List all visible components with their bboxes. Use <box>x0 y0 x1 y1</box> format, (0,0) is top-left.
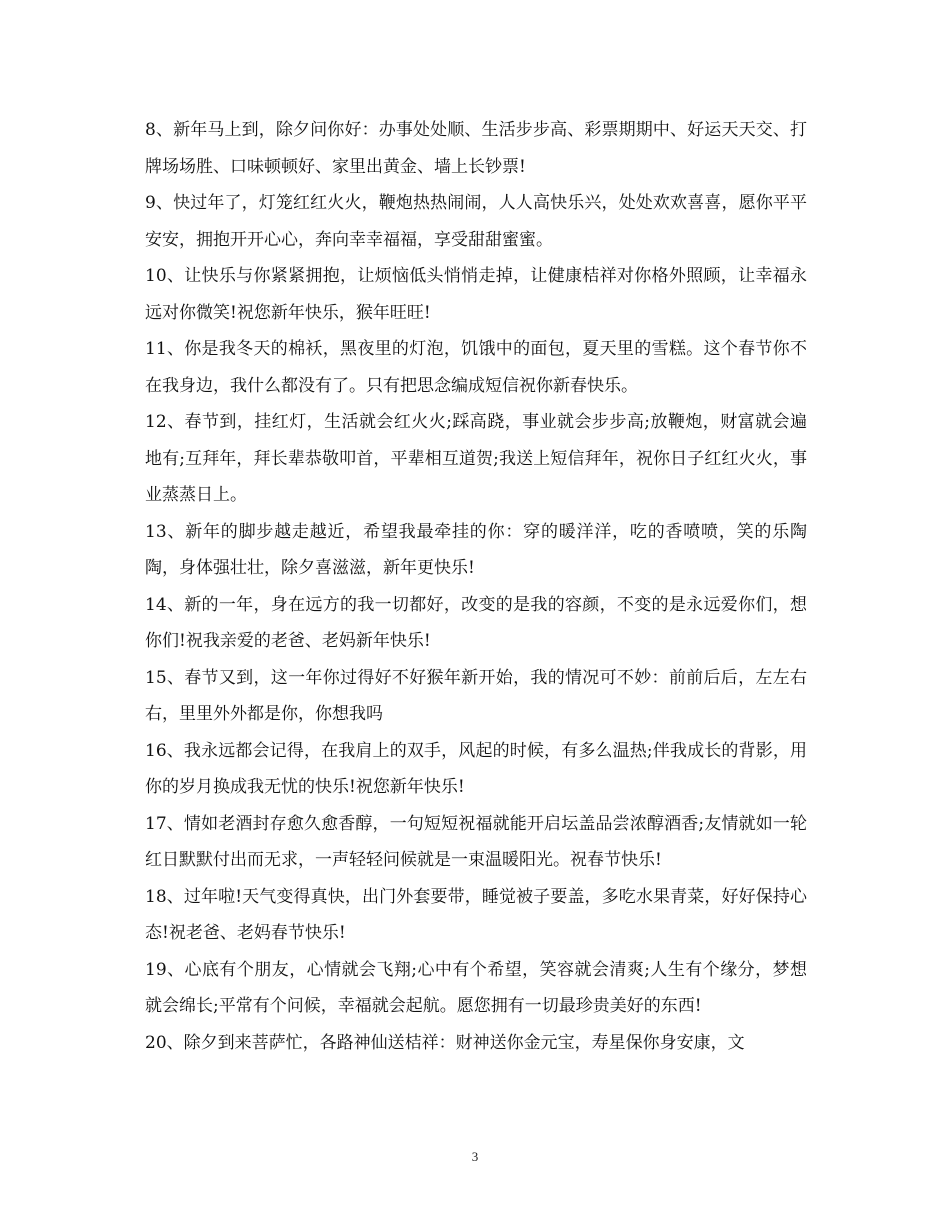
paragraph-9: 9、快过年了，灯笼红红火火，鞭炮热热闹闹，人人高快乐兴，处处欢欢喜喜，愿你平平安安，拥抱开开心心，奔向幸幸福福，享受甜甜蜜蜜。 <box>145 193 807 250</box>
paragraph-20: 20、除夕到来菩萨忙，各路神仙送桔祥：财神送你金元宝，寿星保你身安康，文 <box>145 1032 745 1053</box>
paragraph-19: 19、心底有个朋友，心情就会飞翔;心中有个希望，笑容就会清爽;人生有个缘分，梦想就会绵长;平常有个问候，幸福就会起航。愿您拥有一切最珍贵美好的东西! <box>145 959 807 1016</box>
paragraph-18: 18、过年啦!天气变得真快，出门外套要带，睡觉被子要盖，多吃水果青菜，好好保持心态!祝老爸、老妈春节快乐! <box>145 886 807 943</box>
paragraph-12: 12、春节到，挂红灯，生活就会红火火;踩高跷，事业就会步步高;放鞭炮，财富就会遍地有;互拜年，拜长辈恭敬叩首，平辈相互道贺;我送上短信拜年，祝你日子红红火火，事业蒸蒸日上。 <box>145 412 807 505</box>
paragraph-16: 16、我永远都会记得，在我肩上的双手，风起的时候，有多么温热;伴我成长的背影，用你的岁月换成我无忧的快乐!祝您新年快乐! <box>145 740 807 797</box>
page-number: 3 <box>471 1149 479 1164</box>
document-body <box>145 112 807 1061</box>
paragraph-8: 8、新年马上到，除夕问你好：办事处处顺、生活步步高、彩票期期中、好运天天交、打牌场场胜、口味顿顿好、家里出黄金、墙上长钞票! <box>145 120 807 177</box>
paragraph-13: 13、新年的脚步越走越近，希望我最牵挂的你：穿的暖洋洋，吃的香喷喷，笑的乐陶陶，身体强壮壮，除夕喜滋滋，新年更快乐! <box>145 521 807 578</box>
paragraph-17: 17、情如老酒封存愈久愈香醇，一句短短祝福就能开启坛盖品尝浓醇酒香;友情就如一轮红日默默付出而无求，一声轻轻问候就是一束温暖阳光。祝春节快乐! <box>145 813 807 870</box>
paragraph-14: 14、新的一年，身在远方的我一切都好，改变的是我的容颜，不变的是永远爱你们，想你们!祝我亲爱的老爸、老妈新年快乐! <box>145 594 807 651</box>
paragraph-10: 10、让快乐与你紧紧拥抱，让烦恼低头悄悄走掉，让健康桔祥对你格外照顾，让幸福永远对你微笑!祝您新年快乐，猴年旺旺! <box>145 266 807 323</box>
paragraph-11: 11、你是我冬天的棉袄，黑夜里的灯泡，饥饿中的面包，夏天里的雪糕。这个春节你不在我身边，我什么都没有了。只有把思念编成短信祝你新春快乐。 <box>145 339 807 396</box>
paragraph-15: 15、春节又到，这一年你过得好不好猴年新开始，我的情况可不妙：前前后后，左左右右，里里外外都是你，你想我吗 <box>145 667 807 724</box>
